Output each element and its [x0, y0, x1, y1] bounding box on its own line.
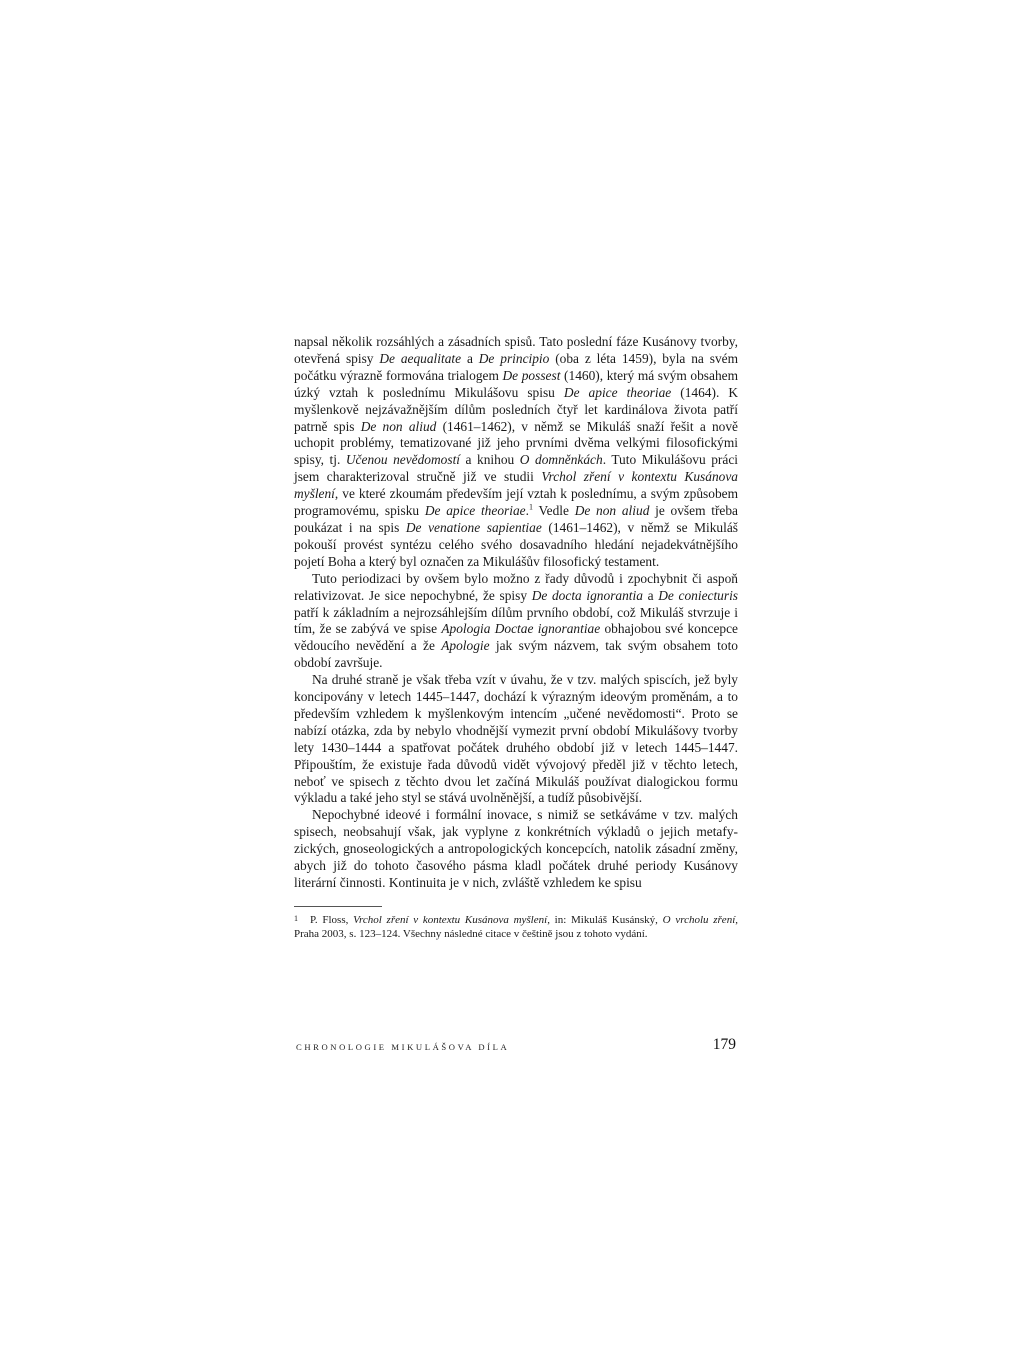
text-run: jak svým názvem, tak svým obsahem toto období završuje.: [294, 638, 738, 671]
italic-title: Apologia Doctae ignorantiae: [441, 621, 601, 637]
text-run: , ve které zkoumám především její vztah k poslednímu, a svým způsobem programovému, spisku: [294, 486, 738, 519]
italic-title: De possest: [502, 367, 561, 383]
text-run: (1460), který má svým obsahem úzký vztah k poslednímu Mikulášovu spisu: [294, 367, 739, 400]
book-page: [294, 334, 739, 1053]
text-run: (1461–1462), v němž se Mikuláš pokouší provést syntézu celého svého dosavadního hledání nejadekvátnějšího pojetí Boha a který byl označen za Mikulášův filosofický testament.: [294, 519, 738, 569]
italic-title: O vrcholu zření: [662, 913, 736, 926]
text-run: a: [642, 587, 659, 603]
italic-title: Vrchol zření v kontextu Kusánova myšlení: [294, 469, 738, 502]
text-run: Na druhé straně je však třeba vzít v úvahu, že v tzv. malých spiscích, jež byly koncipovány v letech 1445–1447, dochází k výrazným ideovým proměnám, a to především vzhledem k myšlenkovým intencím „učené nevědomosti“. Proto se nabízí otázka, zda by nebylo vhodnější vymezit první období Mikulášovy tvorby lety 1430–1444 a spatřovat počátek druhého období již v letech 1445–1447. Připouštím, že existuje řada důvodů vidět vývojový předěl již v těchto letech, neboť ve spisech z těchto dvou let začíná Mikuláš používat dialogickou formu výkladu a také jeho styl se stává uvolněnější, a tudíž působivější.: [294, 672, 738, 806]
text-run: Vedle: [532, 503, 575, 519]
text-run: (oba z léta 1459), byla na svém počátku výrazně formována trialogem: [294, 350, 738, 383]
text-run: napsal několik rozsáhlých a zásadních spisů. Tato poslední fáze Kusánovy tvorby, otevřená spisy: [294, 334, 738, 366]
text-run: a: [461, 350, 479, 366]
body-text: [294, 334, 738, 892]
italic-title: De apice theoriae: [563, 384, 672, 400]
italic-title: O domněnkách: [519, 452, 603, 468]
italic-title: De venatione sapientiae: [405, 519, 542, 535]
italic-title: Vrchol zření v kontextu Kusánova myšlení: [353, 913, 548, 926]
page-number: 179: [712, 1036, 736, 1053]
footnote-text: [294, 914, 738, 941]
paragraph: [294, 672, 738, 807]
italic-title: Učenou nevědomostí: [345, 452, 461, 468]
paragraph: [294, 571, 738, 672]
italic-title: Apologie: [441, 638, 490, 654]
text-run: .: [525, 503, 529, 519]
text-run: P. Floss,: [310, 913, 354, 926]
running-title: CHRONOLOGIE MIKULÁŠOVA DÍLA: [296, 1042, 510, 1052]
paragraph: [294, 807, 738, 892]
italic-title: De apice theoriae: [424, 503, 526, 519]
italic-title: De non aliud: [360, 418, 437, 434]
footnote: [294, 913, 738, 942]
italic-title: De principio: [478, 350, 550, 366]
text-run: je ovšem třeba poukázat i na spis: [294, 503, 738, 535]
text-run: obhajobou své koncepce vědoucího nevědění a že: [294, 621, 738, 654]
footnote-reference: 1: [528, 502, 533, 512]
footnote-number: 1: [294, 913, 298, 923]
text-run: (1464). K myšlenkově nejzávažnějším dílům posledních čtyř let kardinálova života patří patrně spis: [294, 384, 738, 434]
text-run: a knihou: [460, 452, 520, 468]
running-footer: [294, 1038, 738, 1058]
text-run: Tuto periodizaci by ovšem bylo možno z řady důvodů i zpochybnit či aspoň relativizovat. Je sice nepochybné, že spisy: [294, 570, 738, 603]
text-run: . Tuto Mikulášovu práci jsem charakterizoval stručně již ve studii: [294, 452, 738, 485]
italic-title: De docta ignorantia: [531, 587, 643, 603]
text-run: Nepochybné ideové i formální inovace, s nimiž se setkáváme v tzv. malých spisech, neobsahují však, jak vyplyne z konkrétních výkladů o jejich metafyzických, gnoseologických a antropologických koncepcích, natolik zásadní změny, abych již do tohoto časového pásma kladl počátek druhé periody Kusánovy literární činnosti. Kontinuita je v nich, zvláště vzhledem ke spisu: [294, 807, 738, 890]
text-run: , Praha 2003, s. 123–124. Všechny následné citace v češtině jsou z tohoto vydání.: [294, 913, 738, 941]
italic-title: De coniecturis: [658, 587, 739, 603]
text-run: (1461–1462), v němž se Mikuláš snaží řešit a nově uchopit problémy, tematizované již jeho prvními dvěma velkými filosofickými spisy, tj.: [294, 418, 739, 468]
italic-title: De aequalitate: [379, 350, 462, 366]
text-run: patří k základním a nejrozsáhlejším dílům prvního období, což Mikuláš stvrzuje i tím, že se zabývá ve spise: [294, 604, 738, 637]
footnote-divider: [294, 906, 382, 907]
text-run: , in: Mikuláš Kusánský,: [547, 913, 663, 926]
italic-title: De non aliud: [574, 503, 650, 519]
paragraph: [294, 334, 738, 571]
